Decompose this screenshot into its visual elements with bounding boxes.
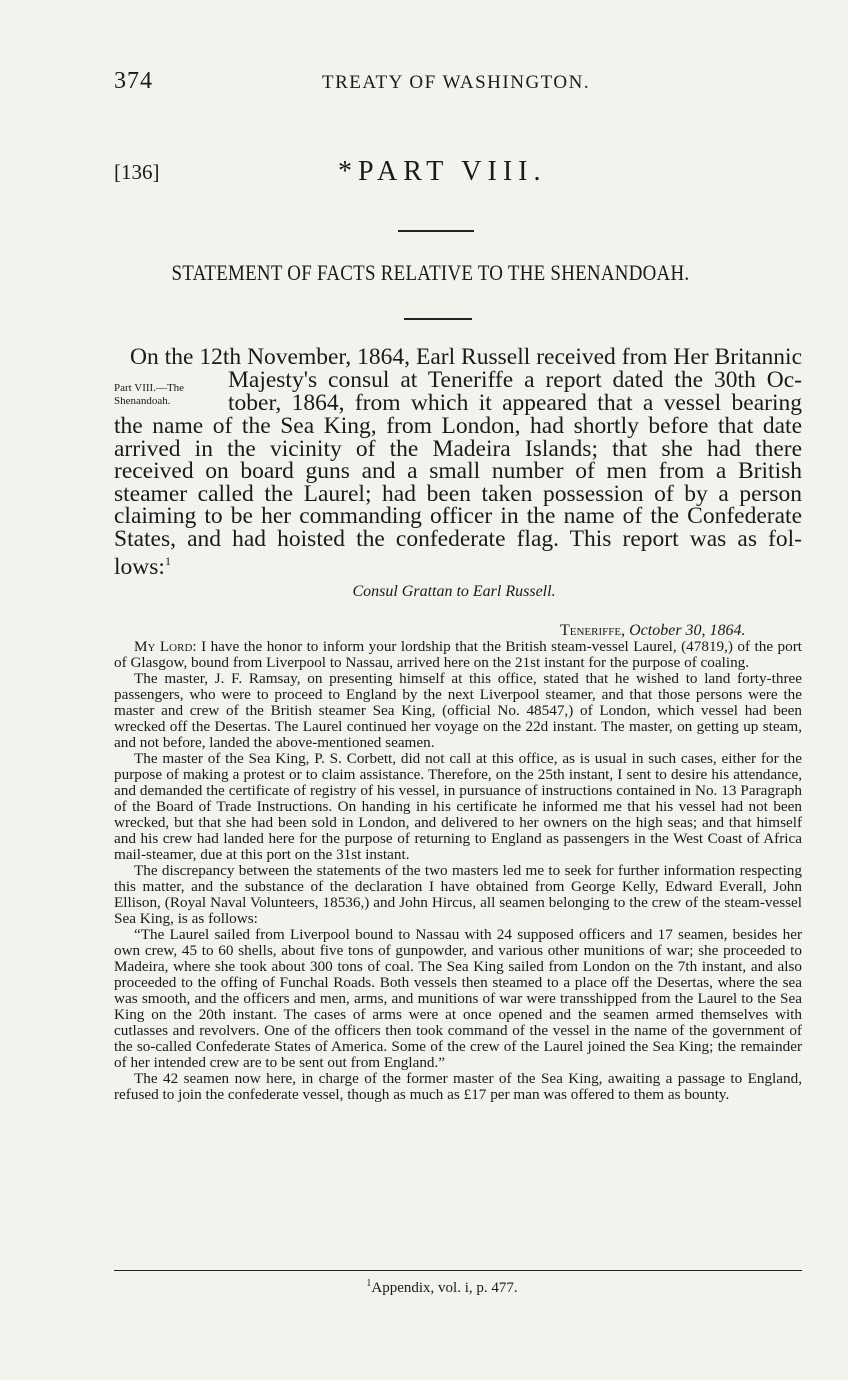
intro-paragraph-rest <box>114 415 802 578</box>
intro-paragraph-indented <box>228 369 802 392</box>
title-rule <box>398 230 474 232</box>
part-reference: [136] <box>114 160 160 184</box>
letter-paragraph <box>114 639 802 671</box>
intro-line: claiming to be her commanding officer in the name of the Confederate <box>114 503 802 529</box>
footnote <box>0 1278 848 1297</box>
letter-paragraph: The master of the Sea King, P. S. Corbett, did not call at this office, as is usual in such cases, either for the purpose of making a protest or to claim assistance. Therefore, on the 25th instant, I sent to desire his attendance, and demanded the certificate of registry of his vessel, in pursuance of instructions contained in No. 13 Paragraph of the Board of Trade Instructions. On handing in his certificate he informed me that his vessel had not been wrecked, but that she had been sold in London, and delivered to her owners on the high seas; and that himself and his crew had landed here for the purpose of returning to England as passengers in the West Coast of Africa mail-steamer, due at this port on the 31st instant. <box>114 750 802 863</box>
letter-paragraph-text: I have the honor to inform your lordship that the British steam-vessel Laurel, (47819,) of the port of Glasgow, bound from Liverpool to Nassau, arrived here on the 21st instant for the purpose of coaling. <box>114 638 802 671</box>
footnote-rule <box>114 1270 802 1271</box>
intro-line: On the 12th November, 1864, Earl Russell received from Her Britannic <box>130 344 802 370</box>
letter-salutation: My Lord: <box>134 638 197 655</box>
part-title: *PART VIII. <box>338 156 547 187</box>
section-rule <box>404 318 472 320</box>
intro-paragraph-indented-2 <box>228 392 802 415</box>
intro-line: States, and had hoisted the confederate flag. This report was as fol- <box>114 525 802 552</box>
letter-paragraph: The discrepancy between the statements of the two masters led me to seek for further information respecting this matter, and the substance of the declaration I have obtained from George Kelly, Edward Everall, John Ellison, (Royal Naval Volunteers, 18536,) and John Hircus, all seamen belonging to the crew of the steam-vessel Sea King, is as follows: <box>114 862 802 927</box>
letter-paragraph: The master, J. F. Ramsay, on presenting himself at this office, stated that he wished to land forty-three passengers, who were to proceed to England by the next Liverpool steamer, and that those persons were the master and crew of the British steamer Sea King, (official No. 48547,) of London, which vessel had been wrecked off the Desertas. The Laurel continued her voyage on the 22d instant. The master, on getting up steam, and not before, landed the above-mentioned seamen. <box>114 670 802 751</box>
footnote-mark: 1 <box>366 1278 372 1289</box>
running-head: TREATY OF WASHINGTON. <box>322 72 591 93</box>
intro-line: lows: <box>114 553 165 580</box>
intro-line: the name of the Sea King, from London, had shortly before that date <box>114 413 802 439</box>
intro-paragraph <box>114 346 802 369</box>
letter-place: Teneriffe, <box>560 622 626 639</box>
letter-paragraph: “The Laurel sailed from Liverpool bound to Nassau with 24 supposed officers and 17 seamen, besides her own crew, 45 to 60 shells, about five tons of gunpowder, and various other munitions of war; she proceeded to Madeira, where she took about 300 tons of coal. The Sea King sailed from London on the 7th instant, and also proceeded to the offing of Funchal Roads. Both vessels then steamed to a place off the Desertas, where the sea was smooth, and the officers and men, arms, and munitions of war were transshipped from the Laurel to the Sea King on the 20th instant. The cases of arms were at once opened and the seamen armed themselves with cutlasses and revolvers. One of the officers then took command of the vessel in the name of the government of the so-called Confederate States of America. Some of the crew of the Laurel joined the Sea King; the remainder of her intended crew are to be sent out from England.” <box>114 926 802 1071</box>
footnote-reference: 1 <box>164 554 171 568</box>
intro-line: arrived in the vicinity of the Madeira Islands; that she had there <box>114 435 802 462</box>
intro-line: Majesty's consul at Teneriffe a report dated the 30th Oc- <box>228 367 802 393</box>
intro-line: received on board guns and a small number of men from a British <box>114 458 802 484</box>
page-number: 374 <box>114 68 153 94</box>
section-title: STATEMENT OF FACTS RELATIVE TO THE SHENANDOAH. <box>171 260 690 285</box>
intro-line-last <box>114 550 802 578</box>
intro-line: steamer called the Laurel; had been taken possession of by a person <box>114 480 802 507</box>
letter-paragraph: The 42 seamen now here, in charge of the former master of the Sea King, awaiting a passage to England, refused to join the confederate vessel, though as much as £17 per man was offered to them as bounty. <box>114 1070 802 1103</box>
letter-date: October 30, 1864. <box>629 622 746 639</box>
letter-body <box>114 639 802 1103</box>
letter-title: Consul Grattan to Earl Russell. <box>352 583 556 600</box>
margin-note: Part VIII.—The Shenandoah. <box>114 382 185 407</box>
footnote-text: Appendix, vol. i, p. 477. <box>371 1280 518 1296</box>
intro-line: tober, 1864, from which it appeared that a vessel bearing <box>228 390 802 416</box>
